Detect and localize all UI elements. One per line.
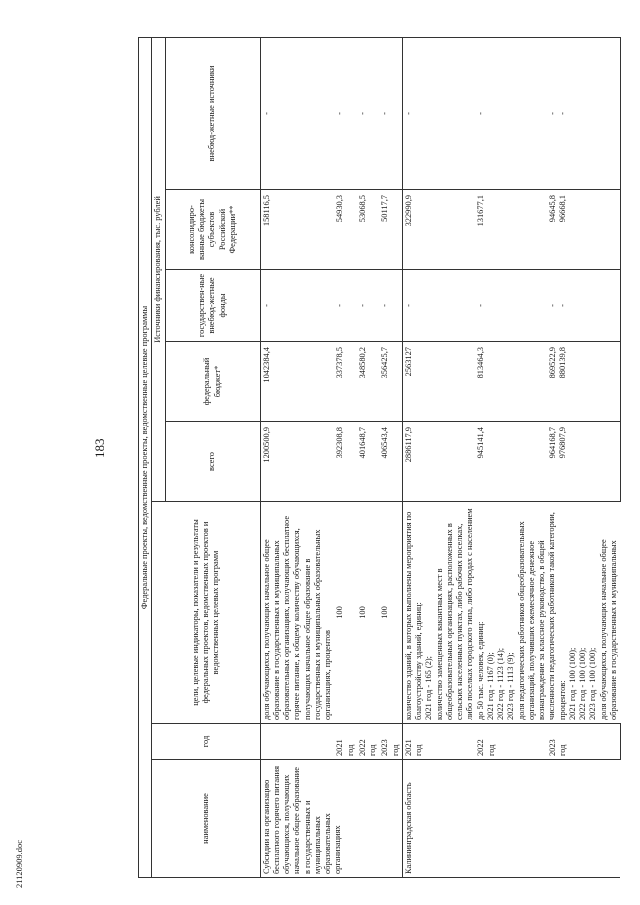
state-offbudget-cell: - [357, 270, 380, 342]
year-cell: 2021 год [334, 724, 357, 760]
offbudget-values-cell [547, 37, 620, 189]
total-column-header: всего [165, 422, 260, 502]
total-cell: 1200500,9 [260, 422, 334, 502]
indicator-cell: 100 [379, 502, 402, 724]
table-row [334, 37, 357, 877]
financing-sources-header: Источники финансирования, тыс. рублей [152, 37, 165, 501]
year-cell: 2021 год [402, 724, 475, 760]
federal-cell: 356425,7 [379, 342, 402, 422]
state-offbudget-cell: - [334, 270, 357, 342]
federal-cell: 1042384,4 [260, 342, 334, 422]
regional-cell: 54930,3 [334, 190, 357, 270]
state-offbudget-cell: - [379, 270, 402, 342]
year-cell: 2022 год [357, 724, 380, 760]
table-row [547, 37, 620, 877]
total-cell: 392308,8 [334, 422, 357, 502]
federal-budget-column-header: федеральный бюджет* [165, 342, 260, 422]
offbudget-cell: - [260, 37, 334, 189]
regional-cell: 131677,1 [475, 190, 547, 270]
offbudget-sources-column-header: внебюд-жетные источники [165, 37, 260, 189]
total-cell: 964168,7 [547, 427, 557, 459]
federal-cell: 869522,9 [547, 347, 557, 379]
rotated-page [92, 38, 623, 878]
state-offbudget-values-cell [547, 270, 620, 342]
federal-cell: 337378,5 [334, 342, 357, 422]
offbudget-cell: - [402, 37, 475, 189]
state-offbudget-cell: - [475, 270, 547, 342]
year-cell: 2023 год [379, 724, 402, 760]
table-row [402, 37, 475, 877]
federal-cell: 813464,3 [475, 342, 547, 422]
offbudget-cell: - [558, 112, 568, 115]
year-values-cell [547, 422, 620, 502]
year-column-header: год [152, 724, 260, 760]
section-name: Субсидии на организацию бесплатного горячего питания обучающихся, получающих начальное общее образование в государственных и муниципальных образовательных организациях [260, 760, 402, 878]
regional-budgets-column-header: консолидиро-ванные бюджеты субъектов Российской Федерации** [165, 190, 260, 270]
year-cell [260, 724, 334, 760]
indicator-cell: 100 [357, 502, 380, 724]
table-row [379, 37, 402, 877]
goals-column-header: цели, целевые индикаторы, показатели и результаты федеральных проектов, ведомственных проектов и ведомственных целевых программ [152, 502, 260, 724]
group-title-header: Федеральные проекты, ведомственные проекты, ведомственные целевые программы [139, 37, 152, 877]
financing-table [138, 37, 621, 878]
offbudget-cell: - [379, 37, 402, 189]
regional-cell: 50117,7 [379, 190, 402, 270]
total-cell: 406543,4 [379, 422, 402, 502]
offbudget-cell: - [357, 37, 380, 189]
section-name: Калининградская область [402, 760, 620, 878]
federal-cell: 2563127 [402, 342, 475, 422]
regional-cell: 53068,5 [357, 190, 380, 270]
name-column-header: наименование [152, 760, 260, 878]
offbudget-cell: - [547, 112, 557, 115]
state-offbudget-cell: - [402, 270, 475, 342]
indicator-cell: доля обучающихся, получающих начальное общее образование в государственных и муниципальных образовательных организациях, получающих бесплатное горячее питание, к общему количеству обучающихся, получающих начальное общее образование в государственных и муниципальных образовательных организациях, процентов [260, 502, 334, 724]
regional-cell: 158116,5 [260, 190, 334, 270]
total-cell: 2886117,9 [402, 422, 475, 502]
page-number: 183 [92, 438, 107, 458]
table-row [357, 37, 380, 877]
federal-cell: 880139,8 [558, 347, 568, 379]
total-cell: 401648,7 [357, 422, 380, 502]
total-cell: 945141,4 [475, 422, 547, 502]
offbudget-cell: - [334, 37, 357, 189]
regional-values-cell [547, 190, 620, 270]
federal-cell: 348580,2 [357, 342, 380, 422]
year-cell: 2022 год [475, 724, 547, 760]
indicator-cell: количество зданий, в которых выполнены мероприятия по благоустройству зданий, единиц: 2021 год - 165 (2); количество замещенных вакантных мест в общеобразовательных организациях, расположенных в сельских населенных пунктах, либо рабочих поселках, либо поселках городского типа, либо городах с населением до 50 тыс. человек, единиц: 2021 год - 1167 (0); 2022 год - 1123 (14); 2023 год - 1113 (9); доля педагогических работников общеобразовательных организаций, получивших ежемесячное денежное вознаграждение за классное руководство, в общей численности педагогических работников такой категории, процентов: 2021 год - 100 (100); 2022 год - 100 (100); 2023 год - 100 (100); доля обучающихся, получающих начальное общее образование в государственных и муниципальных [402, 502, 620, 724]
regional-cell: 94645,8 [547, 195, 557, 223]
state-offbudget-funds-column-header: государствен-ные внебюд-жетные фонды [165, 270, 260, 342]
document-id: 21120909.doc [14, 839, 24, 888]
federal-values-cell [547, 342, 620, 422]
regional-cell: 96668,1 [558, 195, 568, 223]
total-cell: 976807,9 [558, 427, 568, 459]
table-row [475, 37, 547, 877]
regional-cell: 322990,9 [402, 190, 475, 270]
state-offbudget-cell: - [558, 304, 568, 307]
year-cell: 2023 год [547, 724, 620, 760]
state-offbudget-cell: - [547, 304, 557, 307]
state-offbudget-cell: - [260, 270, 334, 342]
indicator-cell: 100 [334, 502, 357, 724]
offbudget-cell: - [475, 37, 547, 189]
table-row [260, 37, 334, 877]
